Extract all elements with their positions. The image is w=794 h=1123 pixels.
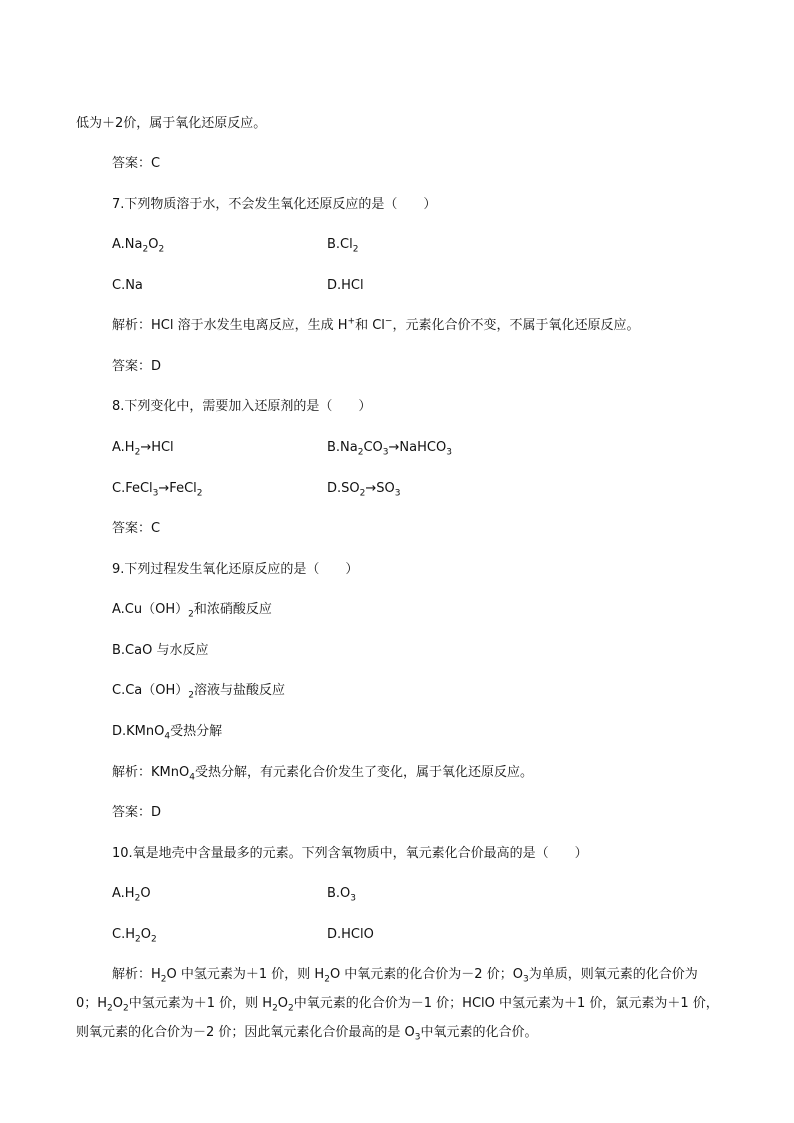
option-9c: $C.Ca(OH)_2$溶液与盐酸反应: [112, 683, 286, 701]
question-10: 10.氧是地壳中含量最多的元素。下列含氧物质中，氧元素化合价最高的是（ ）: [112, 846, 588, 861]
explanation-10-line-1: 解析：$H_2O$ 中氢元素为＋1 价，则 $H_2O$ 中氧元素的化合价为－2 价；$O_3$为单质，则氧元素的化合价为: [112, 967, 698, 985]
explanation-10-line-2: 0；$H_2O_2$中氢元素为＋1 价，则 $H_2O_2$中氧元素的化合价为－1 价；HClO 中氢元素为＋1 价，氯元素为＋1 价，: [76, 996, 719, 1014]
option-10d: D.HClO: [327, 927, 374, 942]
question-8: 8.下列变化中，需要加入还原剂的是（ ）: [112, 399, 372, 414]
option-10c: $C.H_2O_2$: [112, 927, 157, 945]
option-7d: D.HCl: [327, 278, 364, 293]
answer-8: 答案：C: [112, 521, 161, 536]
option-7b: $B.Cl_2$: [327, 237, 359, 255]
question-7: 7.下列物质溶于水，不会发生氧化还原反应的是（ ）: [112, 197, 437, 212]
option-7c: C.Na: [112, 278, 143, 293]
explanation-10-line-3: 则氧元素的化合价为－2 价；因此氧元素化合价最高的是 $O_3$中氧元素的化合价。: [76, 1025, 538, 1043]
option-8d: $D.SO_2\to SO_3$: [327, 481, 401, 499]
explanation-9: 解析：KMnO$_4$受热分解，有元素化合价发生了变化，属于氧化还原反应。: [112, 765, 533, 783]
option-10a: $A.H_2O$: [112, 886, 151, 904]
option-9a: $A.Cu(OH)_2$和浓硝酸反应: [112, 602, 272, 620]
option-10b: $B.O_3$: [327, 886, 357, 904]
option-7a: $A.Na_2O_2$: [112, 237, 165, 255]
option-9b: B.CaO 与水反应: [112, 643, 209, 658]
explanation-7: 解析：HCl 溶于水发生电离反应，生成 H+和 Cl−，元素化合价不变，不属于氧化还原反应。: [112, 316, 640, 333]
answer-9: 答案：D: [112, 805, 162, 820]
question-9: 9.下列过程发生氧化还原反应的是（ ）: [112, 562, 359, 577]
continuation-line: 低为＋2价，属于氧化还原反应。: [76, 116, 267, 131]
answer-6: 答案：C: [112, 156, 161, 171]
option-8b: $B.Na_2CO_3\to NaHCO_3$: [327, 440, 452, 458]
option-9d: D.KMnO$_4$受热分解: [112, 724, 223, 742]
answer-7: 答案：D: [112, 359, 162, 374]
option-8c: C.FeCl$_3$→FeCl$_2$: [112, 481, 203, 499]
option-8a: $A.H_2\to HCl$: [112, 440, 174, 458]
